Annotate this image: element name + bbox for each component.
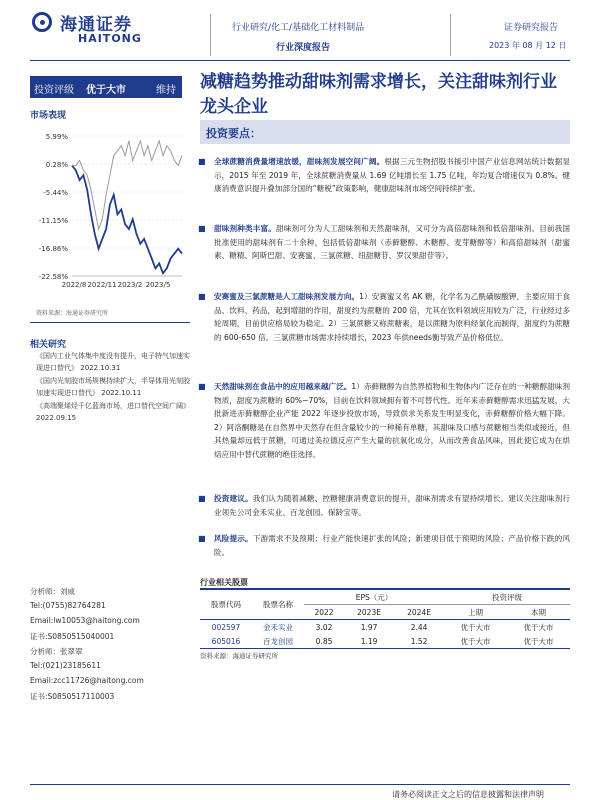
table-row — [200, 634, 570, 648]
rating-curr: 优于大市 — [523, 622, 554, 632]
col-header-year: 2023E — [357, 607, 381, 617]
analyst-email: Email:zcc11726@haitong.com — [30, 676, 144, 685]
eps-value: 1.19 — [360, 636, 378, 646]
bullet-icon: ■ — [198, 534, 206, 543]
header-rule — [30, 60, 570, 61]
table-rule — [200, 648, 570, 649]
series-line — [72, 141, 182, 229]
analyst-license: 证书:S0850515040001 — [30, 632, 115, 641]
haitong-logo-icon — [32, 12, 52, 32]
bullet-paragraph: ■ 安赛蜜及三氯蔗糖是人工甜味剂发展方向。1）安赛蜜又名 AK 糖，化学名为乙酰磺胺酸钾，主要应用于食品、饮料、药品，起到增甜的作用，甜度约为蔗糖的 200 倍，尤其在饮料领域应用较为广泛，行业经过多轮周期，目前供应格局较为稳定。2）三氯蔗糖又称蔗糖素，是以蔗糖为原料经氯化而制得，甜度约为蔗糖的 600-650 倍。三氯蔗糖市场需求持续增长，2023 年供needs衡导致产品价格低位。 — [198, 292, 570, 342]
header-divider — [210, 14, 211, 56]
investment-rating-box — [30, 76, 182, 98]
table-row — [200, 620, 570, 635]
bullet-icon: ■ — [198, 157, 206, 166]
report-date: 2023 年 08 月 12 日 — [489, 41, 567, 50]
y-tick-label: 0.28% — [45, 161, 68, 169]
rating-value: 优于大市 — [86, 85, 126, 96]
stock-table — [200, 590, 570, 648]
header-divider — [450, 14, 451, 56]
report-category: 行业研究/化工/基础化工材料制品 — [232, 23, 365, 33]
bullet-paragraph: ■ 天然甜味剂在食品中的应用越来越广泛。1）赤藓糖醇为自然界植物和生物体内广泛存在的一种糖醇甜味剂物质，甜度为蔗糖的 60%~70%，目前在饮料领域拥有着不可替代性。近年来赤藓糖醇需求迅猛发展，大批新进赤藓糖醇企业产能 2022 年逐步投放市场，导致供求关系发生明显变化，赤藓糖醇价格大幅下降。2）阿洛酮糖是在自然界中天然存在但含量较少的一种稀有单糖，其甜味及口感与蔗糖相当类似或接近，但其热量却远低于蔗糖，可通过美拉德反应产生大量的抗氧化成分，从而改善食品风味，因此使它成为在烘焙应用中替代蔗糖的绝佳选择。 — [198, 382, 571, 459]
report-series: 证券研究报告 — [504, 23, 559, 33]
rating-curr: 优于大市 — [523, 636, 554, 646]
col-header-prev: 上期 — [468, 607, 484, 617]
y-tick-label: -11.15% — [38, 217, 68, 225]
col-header-eps: EPS（元） — [304, 590, 444, 605]
rating-prev: 优于大市 — [460, 636, 491, 646]
rating-action: 维持 — [156, 85, 176, 96]
analyst-name: 分析师：张翠翠 — [30, 647, 83, 656]
bullet-paragraph: ■ 投资建议。我们认为随着减糖、控糖健康消费意识的提升，甜味剂需求有望持续增长。建议关注甜味剂行业领先公司金禾实业、百龙创园、保龄宝等。 — [198, 494, 571, 517]
market-section-title: 市场表现 — [30, 111, 67, 121]
x-tick-label: 2022/11 — [87, 281, 117, 289]
bullet-paragraph: ■ 风险提示。下游需求不及预期；行业产能快速扩张的风险；新建项目低于预期的风险；产品价格下跌的风险。 — [198, 534, 571, 557]
col-header-year: 2024E — [407, 607, 431, 617]
x-tick-label: 2023/2 — [117, 281, 143, 289]
table-source: 资料来源：海通证券研究所 — [200, 652, 278, 660]
chart-svg — [30, 128, 190, 296]
y-tick-label: -22.58% — [38, 273, 68, 281]
rating-label: 投资评级 — [34, 85, 74, 96]
analyst-tel: Tel:(0755)82764281 — [30, 601, 106, 610]
bullet-icon: ■ — [198, 292, 206, 301]
points-title: 投资要点： — [206, 127, 261, 140]
table-header-row — [200, 590, 570, 605]
stock-table-title: 行业相关股票 — [200, 578, 248, 587]
analyst-email: Email:lw10053@haitong.com — [30, 616, 140, 625]
analyst-tel: Tel:(021)23185611 — [30, 661, 101, 670]
footer-rule — [30, 784, 570, 785]
market-source: 资料来源：海通证券研究所 — [36, 310, 109, 317]
col-header-name: 股票名称 — [263, 600, 293, 609]
bullet-icon: ■ — [198, 224, 206, 233]
x-tick-label: 2022/8 — [61, 281, 87, 289]
related-item: 《国内光刻胶市场规模持续扩大，半导体用光刻胶加速实现进口替代》 2022.10.11 — [36, 377, 190, 397]
market-performance-chart — [30, 128, 190, 296]
analyst-name: 分析师：刘威 — [30, 587, 75, 596]
analyst-license: 证书:S0850517110003 — [30, 692, 115, 701]
col-header-curr: 本期 — [531, 607, 546, 617]
related-item: 《国内工业气体集中度没有提升，电子特气加速实现进口替代》 2022.10.31 — [36, 352, 190, 372]
eps-value: 0.85 — [315, 636, 333, 646]
y-tick-label: -16.86% — [38, 245, 68, 253]
footer-disclaimer: 请务必阅读正文之后的信息披露和法律声明 — [392, 790, 544, 799]
stock-name: 百龙创园 — [263, 636, 293, 646]
eps-value: 3.02 — [315, 622, 333, 632]
x-tick-label: 2023/5 — [145, 281, 171, 289]
logo-chinese: 海通证券 — [60, 15, 132, 35]
divider — [30, 322, 190, 323]
rating-prev: 优于大市 — [460, 622, 491, 632]
bullet-paragraph: ■ 甜味剂种类丰富。甜味剂可分为人工甜味剂和天然甜味剂，又可分为高倍甜味剂和低倍甜味剂。目前我国批准使用的甜味剂有二十余种，包括低倍甜味剂（赤藓糖醇、木糖醇、麦芽糖醇等）和高倍甜味剂（甜蜜素、糖精、阿斯巴甜、安赛蜜、三氯蔗糖、纽甜糖苷、罗汉果甜苷等）。 — [198, 224, 571, 260]
y-tick-label: 5.99% — [45, 133, 68, 141]
col-header-rating: 投资评级 — [444, 590, 570, 605]
eps-value: 1.52 — [410, 636, 428, 646]
col-header-year: 2022 — [314, 607, 334, 617]
bullet-icon: ■ — [198, 494, 206, 503]
stock-name: 金禾实业 — [263, 622, 293, 632]
report-title: 减糖趋势推动甜味剂需求增长，关注甜味剂行业龙头企业 — [200, 72, 557, 117]
col-header-code: 股票代码 — [211, 600, 241, 609]
bullet-icon: ■ — [198, 382, 206, 391]
related-item: 《高端聚烯烃千亿蓝海市场，进口替代空间广阔》 2022.09.15 — [36, 402, 190, 422]
report-type: 行业深度报告 — [276, 43, 331, 53]
stock-code: 002597 — [211, 622, 241, 632]
stock-code: 605016 — [211, 636, 241, 646]
y-tick-label: -5.44% — [43, 189, 68, 197]
eps-value: 2.44 — [410, 622, 428, 632]
related-section-title: 相关研究 — [30, 340, 67, 350]
logo-english: HAITONG — [78, 32, 142, 45]
eps-value: 1.97 — [360, 622, 378, 632]
bullet-paragraph: ■ 全球蔗糖消费量增速放缓，甜味剂发展空间广阔。根据三元生物招股书援引中国产业信息网站统计数据显示，2015 年至 2019 年，全球蔗糖消费量从 1.69 亿吨增长至 1.75 亿吨，年均复合增速仅为 0.8%。健康消费意识提升叠加部分国的“糖税”政策影响，健康甜味剂市场空间持续扩张。 — [198, 157, 571, 193]
